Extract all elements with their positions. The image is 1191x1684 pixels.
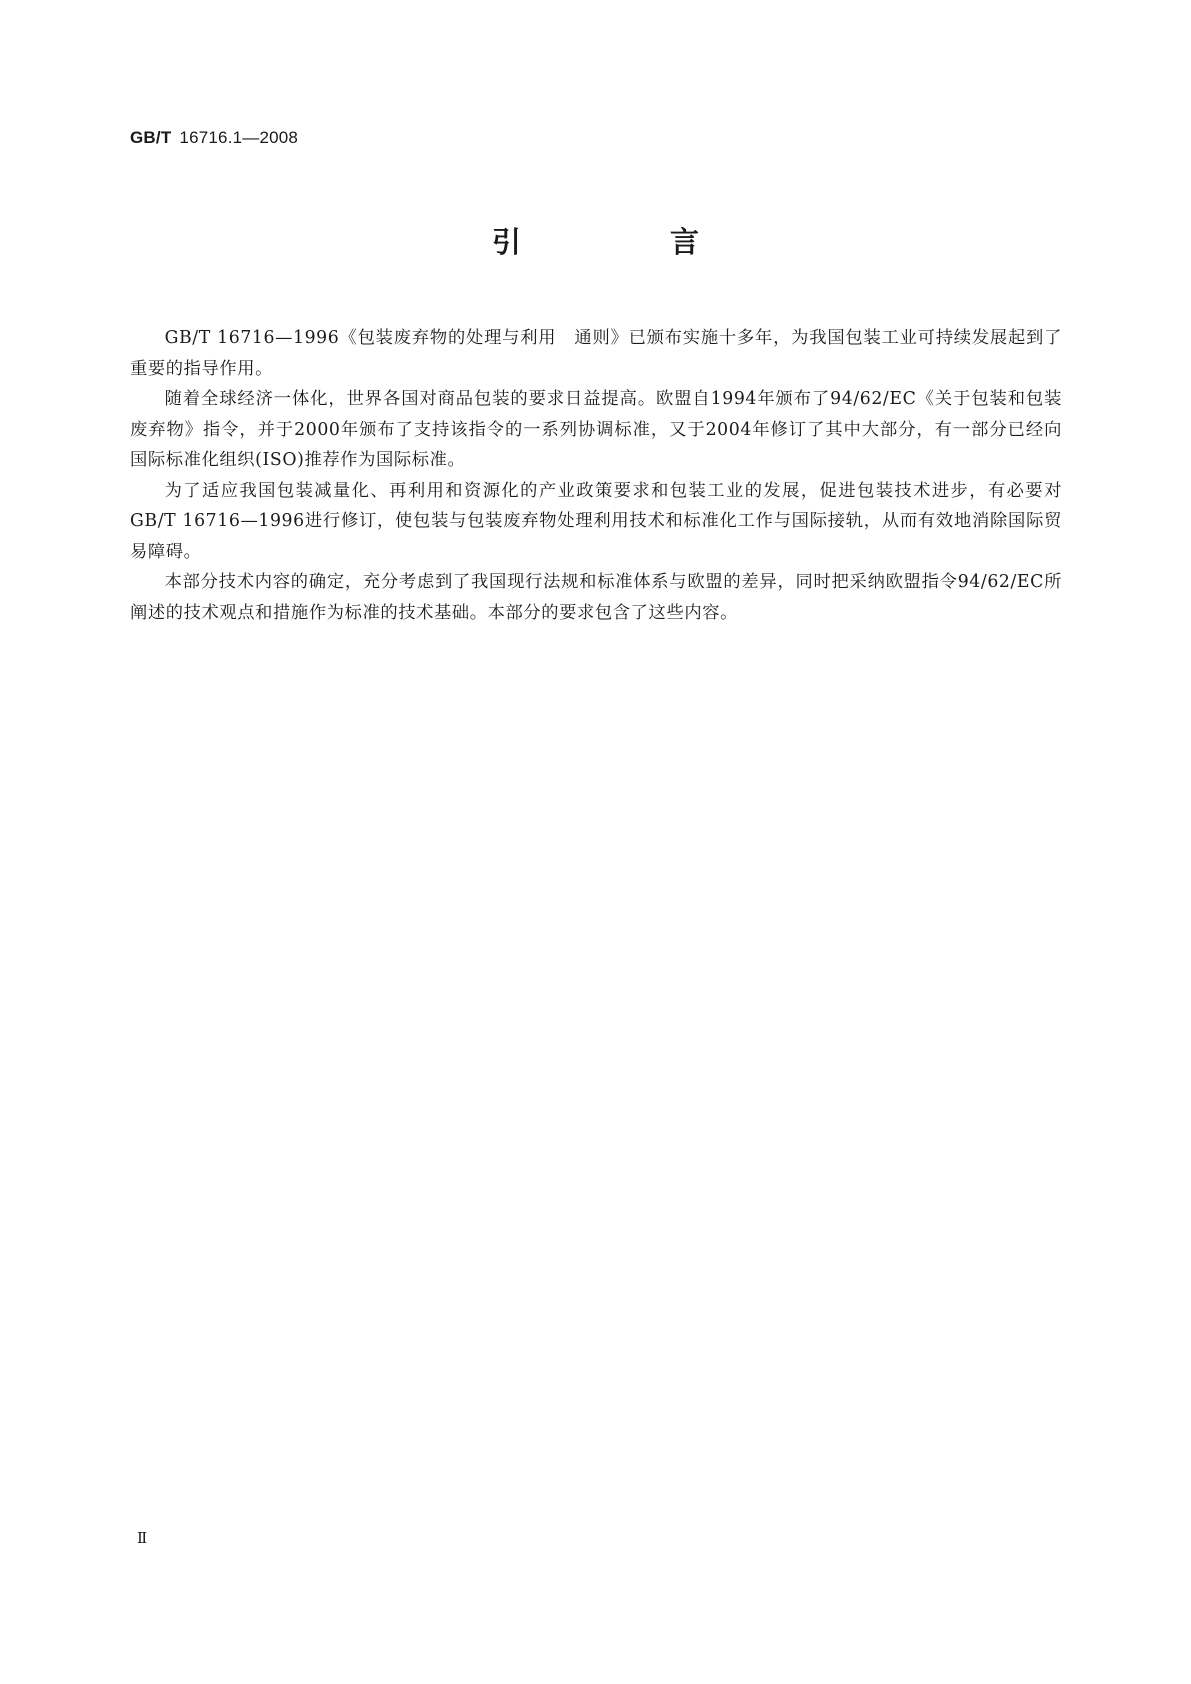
section-title: 引 言 [491,225,759,259]
body-text [130,323,1062,628]
standard-code: GB/T [130,128,172,147]
paragraph-4: 本部分技术内容的确定，充分考虑到了我国现行法规和标准体系与欧盟的差异，同时把采纳欧盟指令94/62/EC所阐述的技术观点和措施作为标准的技术基础。本部分的要求包含了这些内容。 [130,572,1062,623]
page-number: Ⅱ [137,1531,148,1547]
standard-number-header [130,128,298,148]
standard-number: 16716.1—2008 [179,128,299,147]
paragraph-1: GB/T 16716—1996《包装废弃物的处理与利用 通则》已颁布实施十多年，为我国包装工业可持续发展起到了重要的指导作用。 [130,328,1062,379]
paragraph-2: 随着全球经济一体化，世界各国对商品包装的要求日益提高。欧盟自1994年颁布了94/62/EC《关于包装和包装废弃物》指令，并于2000年颁布了支持该指令的一系列协调标准，又于2004年修订了其中大部分，有一部分已经向国际标准化组织(ISO)推荐作为国际标准。 [130,389,1062,470]
paragraph-3: 为了适应我国包装减量化、再利用和资源化的产业政策要求和包装工业的发展，促进包装技术进步，有必要对GB/T 16716—1996进行修订，使包装与包装废弃物处理利用技术和标准化工作与国际接轨，从而有效地消除国际贸易障碍。 [130,480,1062,562]
